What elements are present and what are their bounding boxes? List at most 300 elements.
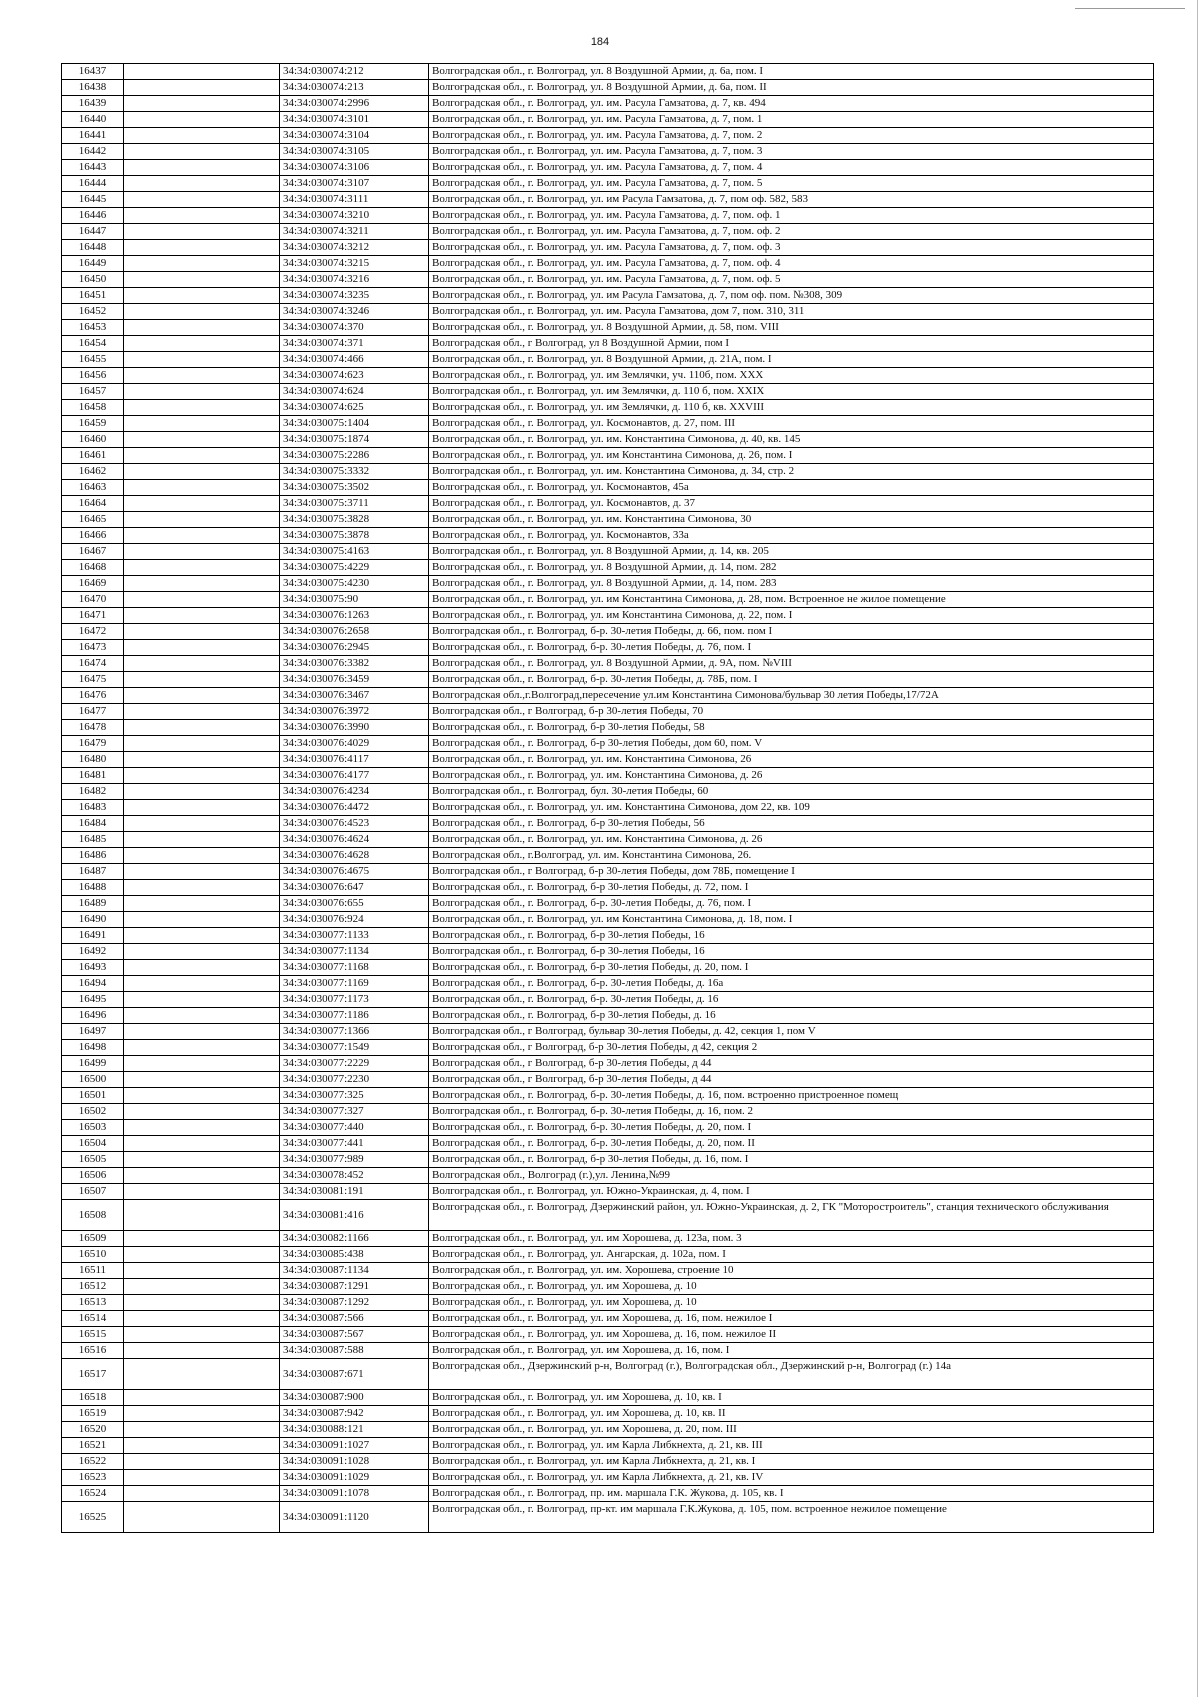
empty-cell <box>124 864 280 880</box>
registry-table <box>61 63 1154 1533</box>
address-cell: Волгоградская обл., Волгоград (г.),ул. Ленина,№99 <box>429 1168 1154 1184</box>
cadastral-number-cell: 34:34:030077:441 <box>280 1136 429 1152</box>
address-cell: Волгоградская обл., г. Волгоград, бул. 30-летия Победы, 60 <box>429 784 1154 800</box>
cadastral-number-cell: 34:34:030076:3972 <box>280 704 429 720</box>
empty-cell <box>124 208 280 224</box>
row-number-cell: 16512 <box>62 1279 124 1295</box>
cadastral-number-cell: 34:34:030077:989 <box>280 1152 429 1168</box>
cadastral-number-cell: 34:34:030077:2230 <box>280 1072 429 1088</box>
address-cell: Волгоградская обл., г. Волгоград, б-р. 30-летия Победы, д. 16 <box>429 992 1154 1008</box>
empty-cell <box>124 1438 280 1454</box>
table-row <box>62 1454 1154 1470</box>
row-number-cell: 16504 <box>62 1136 124 1152</box>
table-row <box>62 96 1154 112</box>
row-number-cell: 16508 <box>62 1200 124 1231</box>
cadastral-number-cell: 34:34:030074:3212 <box>280 240 429 256</box>
cadastral-number-cell: 34:34:030076:4675 <box>280 864 429 880</box>
cadastral-number-cell: 34:34:030074:624 <box>280 384 429 400</box>
row-number-cell: 16474 <box>62 656 124 672</box>
address-cell: Волгоградская обл., г. Волгоград, ул. 8 Воздушной Армии, д. 6а, пом. II <box>429 80 1154 96</box>
row-number-cell: 16465 <box>62 512 124 528</box>
empty-cell <box>124 1279 280 1295</box>
empty-cell <box>124 128 280 144</box>
table-row <box>62 1438 1154 1454</box>
empty-cell <box>124 1454 280 1470</box>
cadastral-number-cell: 34:34:030091:1120 <box>280 1502 429 1533</box>
address-cell: Волгоградская обл., г. Волгоград, ул. Космонавтов, д. 37 <box>429 496 1154 512</box>
table-row <box>62 832 1154 848</box>
empty-cell <box>124 752 280 768</box>
table-row <box>62 256 1154 272</box>
cadastral-number-cell: 34:34:030074:3246 <box>280 304 429 320</box>
table-row <box>62 944 1154 960</box>
row-number-cell: 16499 <box>62 1056 124 1072</box>
row-number-cell: 16520 <box>62 1422 124 1438</box>
empty-cell <box>124 1359 280 1390</box>
row-number-cell: 16514 <box>62 1311 124 1327</box>
cadastral-number-cell: 34:34:030087:567 <box>280 1327 429 1343</box>
cadastral-number-cell: 34:34:030076:4472 <box>280 800 429 816</box>
row-number-cell: 16486 <box>62 848 124 864</box>
empty-cell <box>124 400 280 416</box>
address-cell: Волгоградская обл., г. Волгоград, ул. им Хорошева, д. 16, пом. I <box>429 1343 1154 1359</box>
table-row <box>62 208 1154 224</box>
row-number-cell: 16509 <box>62 1231 124 1247</box>
empty-cell <box>124 96 280 112</box>
empty-cell <box>124 64 280 80</box>
address-cell: Волгоградская обл., г.Волгоград, ул. им. Константина Симонова, 26. <box>429 848 1154 864</box>
address-cell: Волгоградская обл., г. Волгоград, ул. им Хорошева, д. 10, кв. II <box>429 1406 1154 1422</box>
table-row <box>62 1390 1154 1406</box>
empty-cell <box>124 832 280 848</box>
cadastral-number-cell: 34:34:030087:900 <box>280 1390 429 1406</box>
table-row <box>62 1231 1154 1247</box>
row-number-cell: 16505 <box>62 1152 124 1168</box>
cadastral-number-cell: 34:34:030076:4628 <box>280 848 429 864</box>
address-cell: Волгоградская обл., г. Волгоград, ул. им. Расула Гамзатова, д. 7, пом. 2 <box>429 128 1154 144</box>
table-row <box>62 976 1154 992</box>
row-number-cell: 16478 <box>62 720 124 736</box>
cadastral-number-cell: 34:34:030075:3332 <box>280 464 429 480</box>
row-number-cell: 16464 <box>62 496 124 512</box>
table-row <box>62 1295 1154 1311</box>
row-number-cell: 16522 <box>62 1454 124 1470</box>
address-cell: Волгоградская обл., г. Волгоград, б-р. 30-летия Победы, д. 78Б, пом. I <box>429 672 1154 688</box>
empty-cell <box>124 768 280 784</box>
empty-cell <box>124 336 280 352</box>
address-cell: Волгоградская обл., г Волгоград, б-р 30-летия Победы, д 44 <box>429 1056 1154 1072</box>
table-row <box>62 640 1154 656</box>
cadastral-number-cell: 34:34:030078:452 <box>280 1168 429 1184</box>
row-number-cell: 16472 <box>62 624 124 640</box>
empty-cell <box>124 224 280 240</box>
table-row <box>62 720 1154 736</box>
address-cell: Волгоградская обл., г. Волгоград, ул. им. Константина Симонова, 26 <box>429 752 1154 768</box>
row-number-cell: 16502 <box>62 1104 124 1120</box>
address-cell: Волгоградская обл., г. Волгоград, б-р 30-летия Победы, д. 72, пом. I <box>429 880 1154 896</box>
empty-cell <box>124 784 280 800</box>
address-cell: Волгоградская обл., г. Волгоград, ул. им Хорошева, д. 123а, пом. 3 <box>429 1231 1154 1247</box>
row-number-cell: 16438 <box>62 80 124 96</box>
row-number-cell: 16443 <box>62 160 124 176</box>
address-cell: Волгоградская обл., г. Волгоград, б-р. 30-летия Победы, д. 16а <box>429 976 1154 992</box>
empty-cell <box>124 1247 280 1263</box>
table-row <box>62 288 1154 304</box>
empty-cell <box>124 256 280 272</box>
table-row <box>62 64 1154 80</box>
address-cell: Волгоградская обл., Дзержинский р-н, Волгоград (г.), Волгоградская обл., Дзержинский р-н, Волгоград (г.) 14а <box>429 1359 1154 1390</box>
table-row <box>62 176 1154 192</box>
row-number-cell: 16454 <box>62 336 124 352</box>
empty-cell <box>124 432 280 448</box>
row-number-cell: 16462 <box>62 464 124 480</box>
address-cell: Волгоградская обл., г. Волгоград, ул. им. Константина Симонова, д. 40, кв. 145 <box>429 432 1154 448</box>
address-cell: Волгоградская обл., г. Волгоград, ул. им. Расула Гамзатова, д. 7, кв. 494 <box>429 96 1154 112</box>
empty-cell <box>124 192 280 208</box>
cadastral-number-cell: 34:34:030081:416 <box>280 1200 429 1231</box>
address-cell: Волгоградская обл., г. Волгоград, б-р. 30-летия Победы, д. 20, пом. II <box>429 1136 1154 1152</box>
row-number-cell: 16467 <box>62 544 124 560</box>
cadastral-number-cell: 34:34:030075:1874 <box>280 432 429 448</box>
table-row <box>62 1311 1154 1327</box>
table-row <box>62 864 1154 880</box>
cadastral-number-cell: 34:34:030087:566 <box>280 1311 429 1327</box>
row-number-cell: 16484 <box>62 816 124 832</box>
cadastral-number-cell: 34:34:030076:924 <box>280 912 429 928</box>
cadastral-number-cell: 34:34:030087:1134 <box>280 1263 429 1279</box>
address-cell: Волгоградская обл., г. Волгоград, ул. им. Расула Гамзатова, д. 7, пом. 3 <box>429 144 1154 160</box>
cadastral-number-cell: 34:34:030075:3878 <box>280 528 429 544</box>
cadastral-number-cell: 34:34:030077:327 <box>280 1104 429 1120</box>
address-cell: Волгоградская обл., г. Волгоград, ул. им. Хорошева, строение 10 <box>429 1263 1154 1279</box>
table-row <box>62 992 1154 1008</box>
table-row <box>62 1200 1154 1231</box>
row-number-cell: 16497 <box>62 1024 124 1040</box>
table-row <box>62 1486 1154 1502</box>
empty-cell <box>124 416 280 432</box>
table-row <box>62 240 1154 256</box>
empty-cell <box>124 1200 280 1231</box>
empty-cell <box>124 272 280 288</box>
row-number-cell: 16482 <box>62 784 124 800</box>
cadastral-number-cell: 34:34:030077:1186 <box>280 1008 429 1024</box>
address-cell: Волгоградская обл., г. Волгоград, ул. им Карла Либкнехта, д. 21, кв. III <box>429 1438 1154 1454</box>
empty-cell <box>124 528 280 544</box>
cadastral-number-cell: 34:34:030091:1078 <box>280 1486 429 1502</box>
address-cell: Волгоградская обл., г. Волгоград, ул. им. Расула Гамзатова, д. 7, пом. оф. 2 <box>429 224 1154 240</box>
row-number-cell: 16496 <box>62 1008 124 1024</box>
row-number-cell: 16463 <box>62 480 124 496</box>
table-row <box>62 416 1154 432</box>
address-cell: Волгоградская обл., г Волгоград, бульвар 30-летия Победы, д. 42, секция 1, пом V <box>429 1024 1154 1040</box>
cadastral-number-cell: 34:34:030076:2945 <box>280 640 429 656</box>
address-cell: Волгоградская обл., г. Волгоград, ул. им. Константина Симонова, дом 22, кв. 109 <box>429 800 1154 816</box>
table-row <box>62 1024 1154 1040</box>
empty-cell <box>124 592 280 608</box>
empty-cell <box>124 976 280 992</box>
row-number-cell: 16524 <box>62 1486 124 1502</box>
empty-cell <box>124 544 280 560</box>
table-row <box>62 128 1154 144</box>
row-number-cell: 16466 <box>62 528 124 544</box>
address-cell: Волгоградская обл., г. Волгоград, б-р 30-летия Победы, д. 16, пом. I <box>429 1152 1154 1168</box>
empty-cell <box>124 896 280 912</box>
empty-cell <box>124 560 280 576</box>
empty-cell <box>124 1040 280 1056</box>
address-cell: Волгоградская обл., г. Волгоград, б-р 30-летия Победы, д. 20, пом. I <box>429 960 1154 976</box>
cadastral-number-cell: 34:34:030075:3711 <box>280 496 429 512</box>
cadastral-number-cell: 34:34:030074:371 <box>280 336 429 352</box>
table-row <box>62 144 1154 160</box>
cadastral-number-cell: 34:34:030075:2286 <box>280 448 429 464</box>
empty-cell <box>124 112 280 128</box>
address-cell: Волгоградская обл., г. Волгоград, ул. им Константина Симонова, д. 28, пом. Встроенное не жилое помещение <box>429 592 1154 608</box>
empty-cell <box>124 704 280 720</box>
address-cell: Волгоградская обл., г. Волгоград, ул. им Хорошева, д. 20, пом. III <box>429 1422 1154 1438</box>
cadastral-number-cell: 34:34:030074:3210 <box>280 208 429 224</box>
row-number-cell: 16525 <box>62 1502 124 1533</box>
row-number-cell: 16521 <box>62 1438 124 1454</box>
address-cell: Волгоградская обл., г. Волгоград, ул. им Хорошева, д. 10 <box>429 1279 1154 1295</box>
cadastral-number-cell: 34:34:030077:1366 <box>280 1024 429 1040</box>
empty-cell <box>124 1327 280 1343</box>
cadastral-number-cell: 34:34:030081:191 <box>280 1184 429 1200</box>
cadastral-number-cell: 34:34:030074:466 <box>280 352 429 368</box>
table-row <box>62 304 1154 320</box>
table-row <box>62 736 1154 752</box>
address-cell: Волгоградская обл., г Волгоград, б-р 30-летия Победы, д 42, секция 2 <box>429 1040 1154 1056</box>
address-cell: Волгоградская обл., г. Волгоград, ул. им. Расула Гамзатова, д. 7, пом. оф. 4 <box>429 256 1154 272</box>
row-number-cell: 16447 <box>62 224 124 240</box>
empty-cell <box>124 176 280 192</box>
row-number-cell: 16450 <box>62 272 124 288</box>
cadastral-number-cell: 34:34:030087:1292 <box>280 1295 429 1311</box>
address-cell: Волгоградская обл., г. Волгоград, ул. Космонавтов, д. 27, пом. III <box>429 416 1154 432</box>
row-number-cell: 16445 <box>62 192 124 208</box>
address-cell: Волгоградская обл., г. Волгоград, ул. им. Константина Симонова, д. 26 <box>429 832 1154 848</box>
address-cell: Волгоградская обл., г. Волгоград, ул. им Хорошева, д. 10, кв. I <box>429 1390 1154 1406</box>
address-cell: Волгоградская обл., г. Волгоград, ул. им Карла Либкнехта, д. 21, кв. I <box>429 1454 1154 1470</box>
table-row <box>62 432 1154 448</box>
table-row <box>62 656 1154 672</box>
address-cell: Волгоградская обл.,г.Волгоград,пересечение ул.им Константина Симонова/бульвар 30 летия Победы,17/72А <box>429 688 1154 704</box>
row-number-cell: 16503 <box>62 1120 124 1136</box>
empty-cell <box>124 464 280 480</box>
address-cell: Волгоградская обл., г. Волгоград, ул. Космонавтов, 33а <box>429 528 1154 544</box>
address-cell: Волгоградская обл., г. Волгоград, пр-кт. им маршала Г.К.Жукова, д. 105, пом. встроенное нежилое помещение <box>429 1502 1154 1533</box>
address-cell: Волгоградская обл., г. Волгоград, б-р. 30-летия Победы, д. 66, пом. пом I <box>429 624 1154 640</box>
row-number-cell: 16507 <box>62 1184 124 1200</box>
address-cell: Волгоградская обл., г. Волгоград, б-р 30-летия Победы, 56 <box>429 816 1154 832</box>
table-row <box>62 1168 1154 1184</box>
cadastral-number-cell: 34:34:030075:1404 <box>280 416 429 432</box>
table-row <box>62 80 1154 96</box>
table-row <box>62 816 1154 832</box>
address-cell: Волгоградская обл., г. Волгоград, ул. Космонавтов, 45а <box>429 480 1154 496</box>
table-row <box>62 800 1154 816</box>
table-row <box>62 848 1154 864</box>
cadastral-number-cell: 34:34:030074:213 <box>280 80 429 96</box>
row-number-cell: 16491 <box>62 928 124 944</box>
row-number-cell: 16494 <box>62 976 124 992</box>
table-row <box>62 1247 1154 1263</box>
address-cell: Волгоградская обл., г Волгоград, б-р 30-летия Победы, д 44 <box>429 1072 1154 1088</box>
address-cell: Волгоградская обл., г. Волгоград, ул. им Расула Гамзатова, д. 7, пом оф. 582, 583 <box>429 192 1154 208</box>
table-row <box>62 512 1154 528</box>
address-cell: Волгоградская обл., г Волгоград, б-р 30-летия Победы, дом 78Б, помещение I <box>429 864 1154 880</box>
address-cell: Волгоградская обл., г. Волгоград, б-р 30-летия Победы, 16 <box>429 944 1154 960</box>
empty-cell <box>124 1088 280 1104</box>
cadastral-number-cell: 34:34:030075:3502 <box>280 480 429 496</box>
table-row <box>62 368 1154 384</box>
address-cell: Волгоградская обл., г Волгоград, б-р 30-летия Победы, 70 <box>429 704 1154 720</box>
empty-cell <box>124 928 280 944</box>
cadastral-number-cell: 34:34:030077:325 <box>280 1088 429 1104</box>
cadastral-number-cell: 34:34:030087:1291 <box>280 1279 429 1295</box>
cadastral-number-cell: 34:34:030076:1263 <box>280 608 429 624</box>
empty-cell <box>124 144 280 160</box>
table-row <box>62 672 1154 688</box>
table-row <box>62 1184 1154 1200</box>
table-row <box>62 704 1154 720</box>
cadastral-number-cell: 34:34:030076:4624 <box>280 832 429 848</box>
row-number-cell: 16448 <box>62 240 124 256</box>
cadastral-number-cell: 34:34:030074:3216 <box>280 272 429 288</box>
row-number-cell: 16490 <box>62 912 124 928</box>
address-cell: Волгоградская обл., г. Волгоград, ул. им Землячки, д. 110 б, кв. XXVIII <box>429 400 1154 416</box>
address-cell: Волгоградская обл., г. Волгоград, ул. им. Расула Гамзатова, д. 7, пом. оф. 1 <box>429 208 1154 224</box>
address-cell: Волгоградская обл., г. Волгоград, ул. им. Расула Гамзатова, д. 7, пом. 4 <box>429 160 1154 176</box>
row-number-cell: 16510 <box>62 1247 124 1263</box>
empty-cell <box>124 912 280 928</box>
empty-cell <box>124 1343 280 1359</box>
cadastral-number-cell: 34:34:030075:90 <box>280 592 429 608</box>
cadastral-number-cell: 34:34:030076:2658 <box>280 624 429 640</box>
cadastral-number-cell: 34:34:030076:647 <box>280 880 429 896</box>
empty-cell <box>124 1390 280 1406</box>
address-cell: Волгоградская обл., г. Волгоград, пр. им. маршала Г.К. Жукова, д. 105, кв. I <box>429 1486 1154 1502</box>
row-number-cell: 16468 <box>62 560 124 576</box>
row-number-cell: 16477 <box>62 704 124 720</box>
page-edge-rule <box>1197 0 1198 1697</box>
table-row <box>62 336 1154 352</box>
cadastral-number-cell: 34:34:030087:942 <box>280 1406 429 1422</box>
table-row <box>62 1072 1154 1088</box>
cadastral-number-cell: 34:34:030074:3105 <box>280 144 429 160</box>
empty-cell <box>124 1072 280 1088</box>
cadastral-number-cell: 34:34:030091:1029 <box>280 1470 429 1486</box>
table-row <box>62 1136 1154 1152</box>
address-cell: Волгоградская обл., г. Волгоград, ул. 8 Воздушной Армии, д. 14, кв. 205 <box>429 544 1154 560</box>
empty-cell <box>124 352 280 368</box>
row-number-cell: 16513 <box>62 1295 124 1311</box>
table-row <box>62 1104 1154 1120</box>
table-row <box>62 272 1154 288</box>
cadastral-number-cell: 34:34:030076:4177 <box>280 768 429 784</box>
address-cell: Волгоградская обл., г. Волгоград, ул. им. Расула Гамзатова, д. 7, пом. 1 <box>429 112 1154 128</box>
table-row <box>62 1056 1154 1072</box>
cadastral-number-cell: 34:34:030091:1027 <box>280 1438 429 1454</box>
table-row <box>62 320 1154 336</box>
table-row <box>62 752 1154 768</box>
empty-cell <box>124 1168 280 1184</box>
cadastral-number-cell: 34:34:030077:1133 <box>280 928 429 944</box>
table-row <box>62 1008 1154 1024</box>
address-cell: Волгоградская обл., г. Волгоград, ул. Южно-Украинская, д. 4, пом. I <box>429 1184 1154 1200</box>
table-row <box>62 192 1154 208</box>
empty-cell <box>124 640 280 656</box>
cadastral-number-cell: 34:34:030075:4230 <box>280 576 429 592</box>
empty-cell <box>124 944 280 960</box>
table-row <box>62 528 1154 544</box>
table-row <box>62 496 1154 512</box>
row-number-cell: 16493 <box>62 960 124 976</box>
empty-cell <box>124 1470 280 1486</box>
cadastral-number-cell: 34:34:030076:3467 <box>280 688 429 704</box>
empty-cell <box>124 1056 280 1072</box>
table-row <box>62 464 1154 480</box>
table-row <box>62 224 1154 240</box>
row-number-cell: 16523 <box>62 1470 124 1486</box>
table-row <box>62 1422 1154 1438</box>
cadastral-number-cell: 34:34:030082:1166 <box>280 1231 429 1247</box>
address-cell: Волгоградская обл., г. Волгоград, б-р 30-летия Победы, 16 <box>429 928 1154 944</box>
empty-cell <box>124 80 280 96</box>
empty-cell <box>124 1104 280 1120</box>
table-row <box>62 352 1154 368</box>
table-row <box>62 544 1154 560</box>
row-number-cell: 16469 <box>62 576 124 592</box>
address-cell: Волгоградская обл., г. Волгоград, ул. 8 Воздушной Армии, д. 14, пом. 283 <box>429 576 1154 592</box>
row-number-cell: 16440 <box>62 112 124 128</box>
address-cell: Волгоградская обл., г. Волгоград, б-р 30-летия Победы, 58 <box>429 720 1154 736</box>
row-number-cell: 16442 <box>62 144 124 160</box>
address-cell: Волгоградская обл., г. Волгоград, ул. 8 Воздушной Армии, д. 21А, пом. I <box>429 352 1154 368</box>
table-row <box>62 1152 1154 1168</box>
empty-cell <box>124 1024 280 1040</box>
row-number-cell: 16488 <box>62 880 124 896</box>
empty-cell <box>124 624 280 640</box>
empty-cell <box>124 1231 280 1247</box>
table-row <box>62 560 1154 576</box>
address-cell: Волгоградская обл., г. Волгоград, ул. им Константина Симонова, д. 22, пом. I <box>429 608 1154 624</box>
table-row <box>62 1040 1154 1056</box>
row-number-cell: 16461 <box>62 448 124 464</box>
table-row <box>62 112 1154 128</box>
row-number-cell: 16492 <box>62 944 124 960</box>
empty-cell <box>124 720 280 736</box>
empty-cell <box>124 1502 280 1533</box>
address-cell: Волгоградская обл., г. Волгоград, ул. им. Константина Симонова, 30 <box>429 512 1154 528</box>
cadastral-number-cell: 34:34:030087:588 <box>280 1343 429 1359</box>
empty-cell <box>124 1184 280 1200</box>
empty-cell <box>124 512 280 528</box>
row-number-cell: 16511 <box>62 1263 124 1279</box>
row-number-cell: 16444 <box>62 176 124 192</box>
empty-cell <box>124 656 280 672</box>
address-cell: Волгоградская обл., г. Волгоград, ул. им Хорошева, д. 16, пом. нежилое I <box>429 1311 1154 1327</box>
empty-cell <box>124 1295 280 1311</box>
row-number-cell: 16476 <box>62 688 124 704</box>
address-cell: Волгоградская обл., г. Волгоград, ул. им. Расула Гамзатова, д. 7, пом. 5 <box>429 176 1154 192</box>
address-cell: Волгоградская обл., г. Волгоград, ул. 8 Воздушной Армии, д. 9А, пом. №VIII <box>429 656 1154 672</box>
table-row <box>62 880 1154 896</box>
table-row <box>62 896 1154 912</box>
empty-cell <box>124 160 280 176</box>
row-number-cell: 16458 <box>62 400 124 416</box>
row-number-cell: 16449 <box>62 256 124 272</box>
row-number-cell: 16441 <box>62 128 124 144</box>
